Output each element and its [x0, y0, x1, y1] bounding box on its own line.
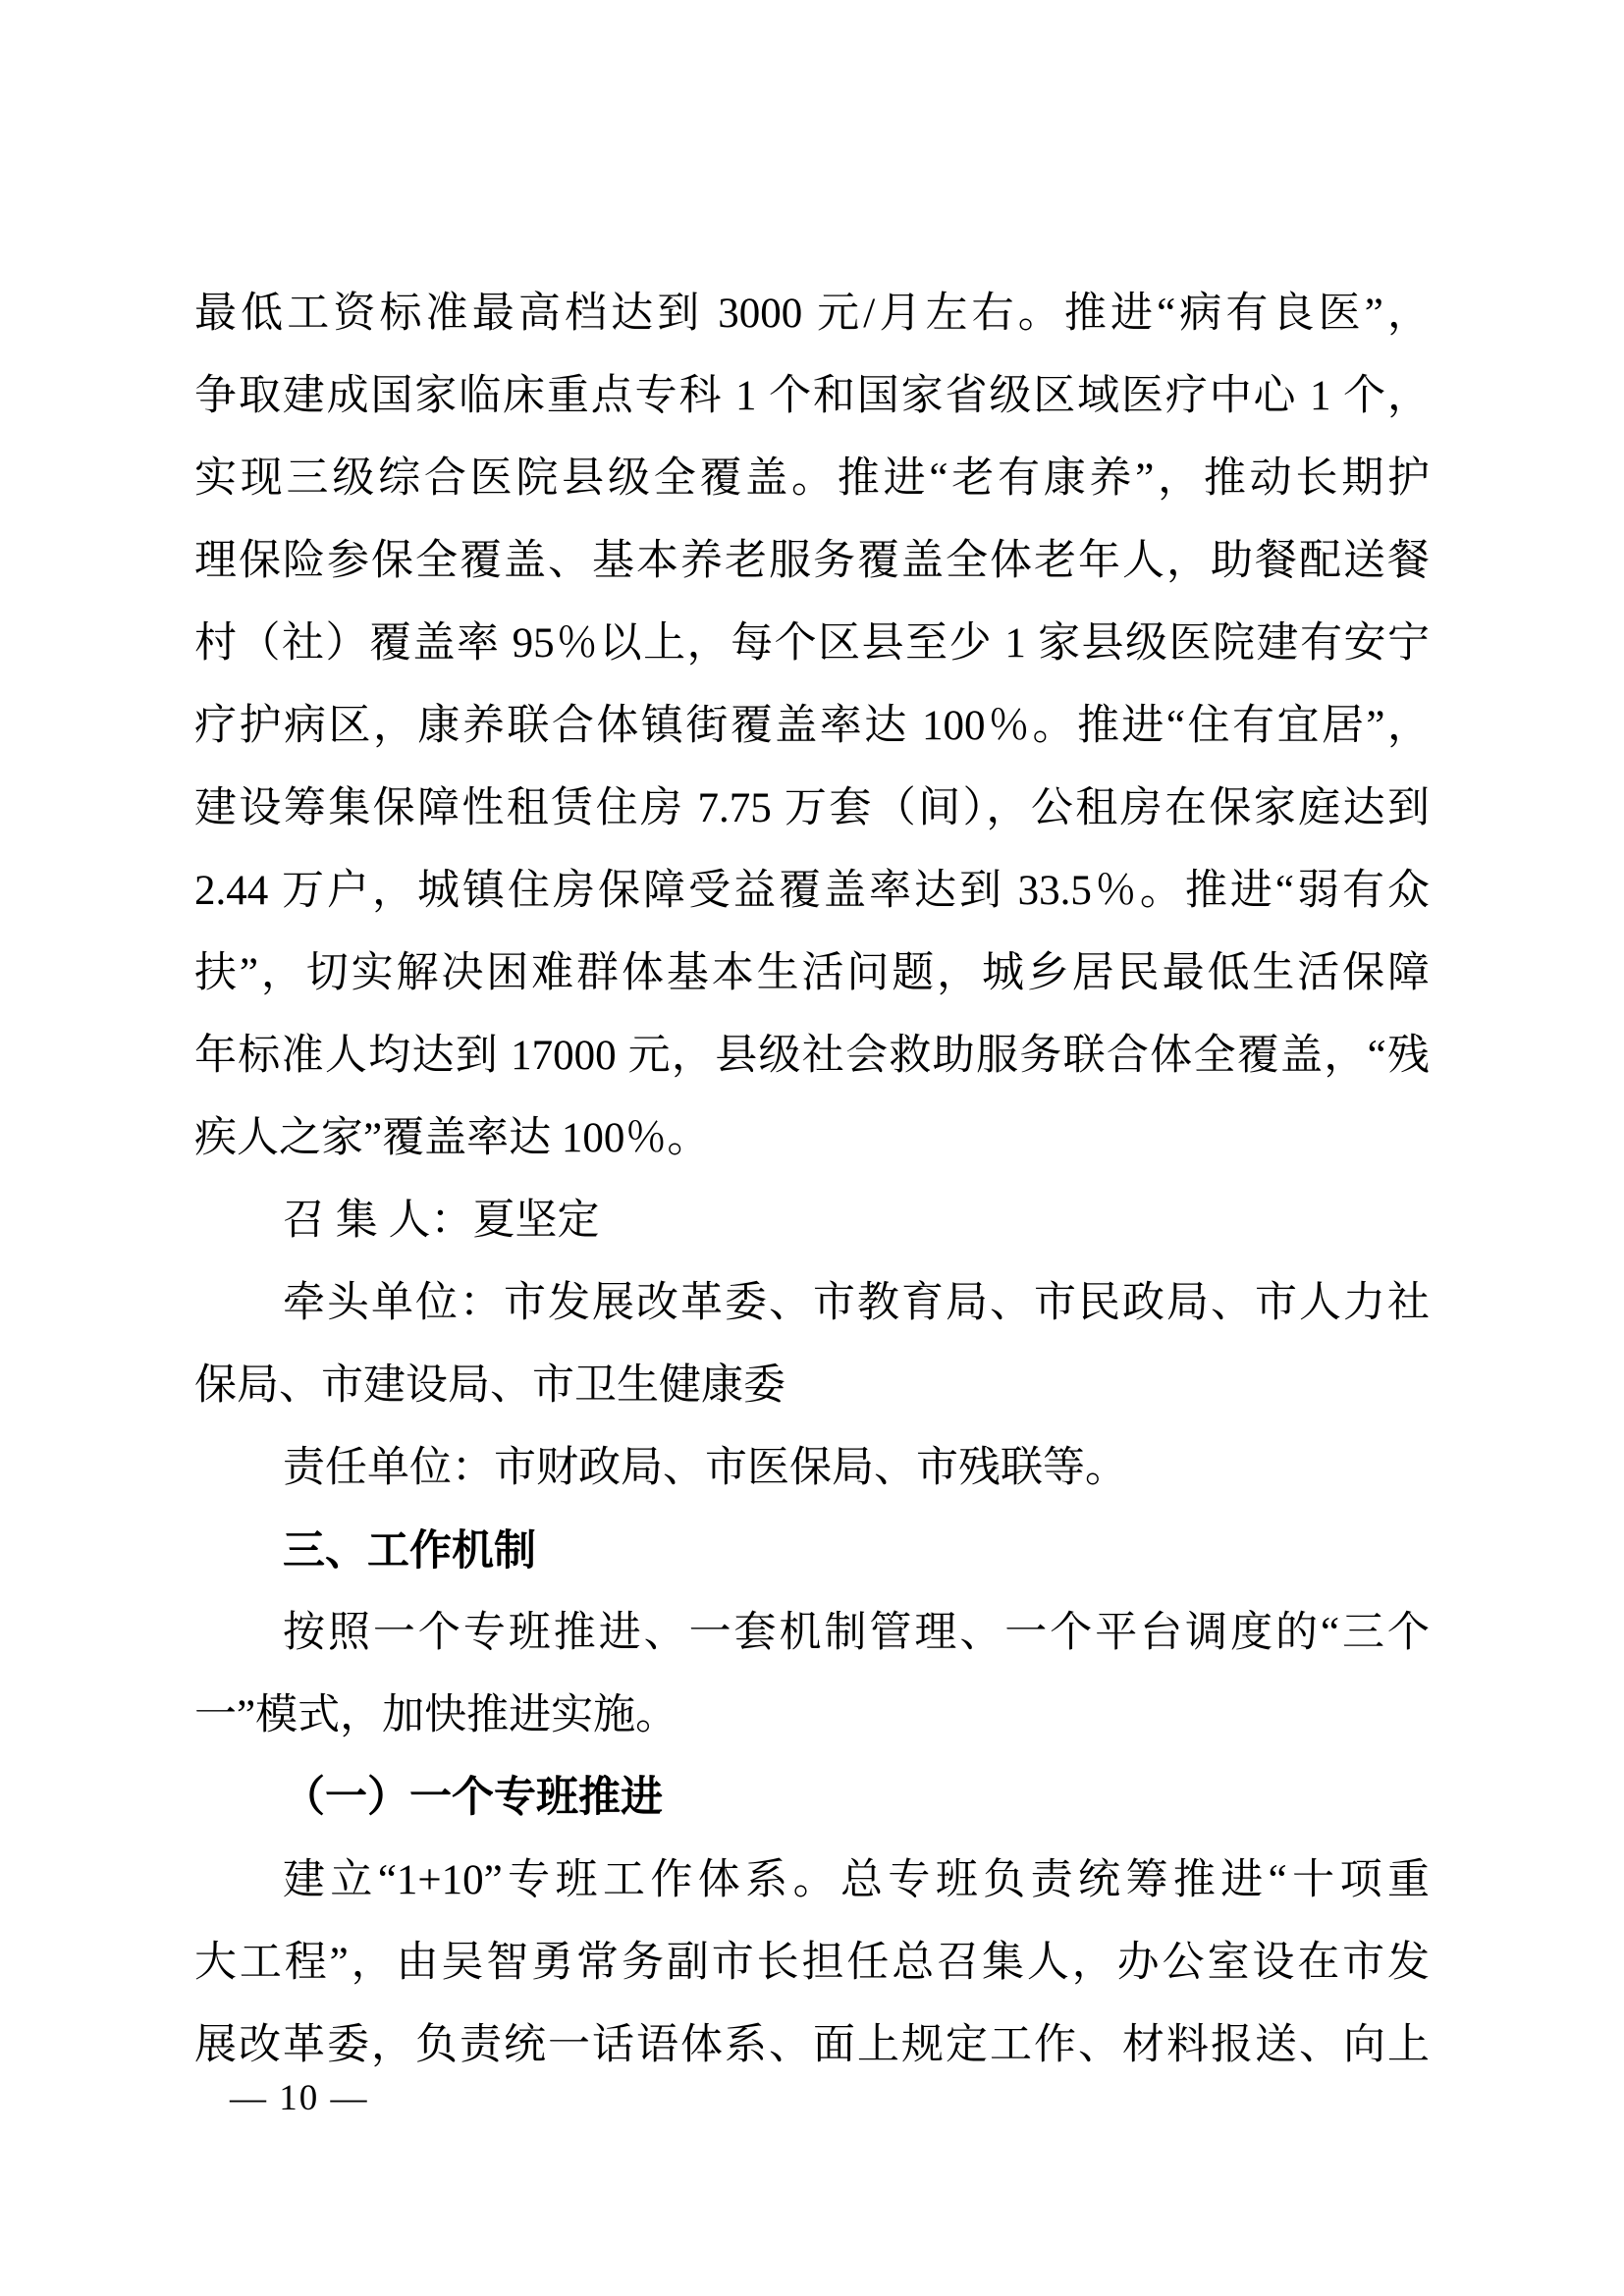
convener-line: 召 集 人：夏坚定	[283, 1198, 600, 1244]
lead-units-line: 牵头单位：市发展改革委、市教育局、市民政局、市人力社	[283, 1280, 1430, 1326]
document-body	[194, 273, 1430, 2087]
text-line: 实现三级综合医院县级全覆盖。推进“老有康养”，推动长期护	[194, 455, 1430, 502]
text-line: 一”模式，加快推进实施。	[194, 1692, 678, 1738]
subsection-heading: （一）一个专班推进	[283, 1775, 663, 1821]
text-line: 扶”，切实解决困难群体基本生活问题，城乡居民最低生活保障	[194, 950, 1430, 996]
lead-units-line-cont: 保局、市建设局、市卫生健康委	[194, 1362, 785, 1409]
text-line: 疾人之家”覆盖率达 100％。	[194, 1115, 710, 1161]
text-line: 建设筹集保障性租赁住房 7.75 万套（间），公租房在保家庭达到	[194, 785, 1430, 831]
section-heading: 三、工作机制	[283, 1527, 536, 1575]
text-line: 疗护病区，康养联合体镇街覆盖率达 100％。推进“住有宜居”，	[194, 703, 1430, 749]
responsible-units-line: 责任单位：市财政局、市医保局、市残联等。	[283, 1445, 1127, 1491]
text-line: 理保险参保全覆盖、基本养老服务覆盖全体老年人，助餐配送餐	[194, 538, 1430, 584]
text-line: 按照一个专班推进、一套机制管理、一个平台调度的“三个	[283, 1610, 1430, 1656]
text-line: 2.44 万户，城镇住房保障受益覆盖率达到 33.5％。推进“弱有众	[194, 868, 1430, 914]
text-line: 争取建成国家临床重点专科 1 个和国家省级区域医疗中心 1 个，	[194, 373, 1430, 419]
text-line: 建立“1+10”专班工作体系。总专班负责统筹推进“十项重	[283, 1857, 1430, 1903]
page-number: — 10 —	[230, 2078, 369, 2118]
text-line: 年标准人均达到 17000 元，县级社会救助服务联合体全覆盖，“残	[194, 1033, 1430, 1079]
text-line: 最低工资标准最高档达到 3000 元/月左右。推进“病有良医”，	[194, 291, 1430, 337]
text-line: 大工程”，由吴智勇常务副市长担任总召集人，办公室设在市发	[194, 1940, 1430, 1986]
text-line: 村（社）覆盖率 95％以上，每个区县至少 1 家县级医院建有安宁	[194, 620, 1430, 667]
text-line: 展改革委，负责统一话语体系、面上规定工作、材料报送、向上	[194, 2022, 1430, 2068]
